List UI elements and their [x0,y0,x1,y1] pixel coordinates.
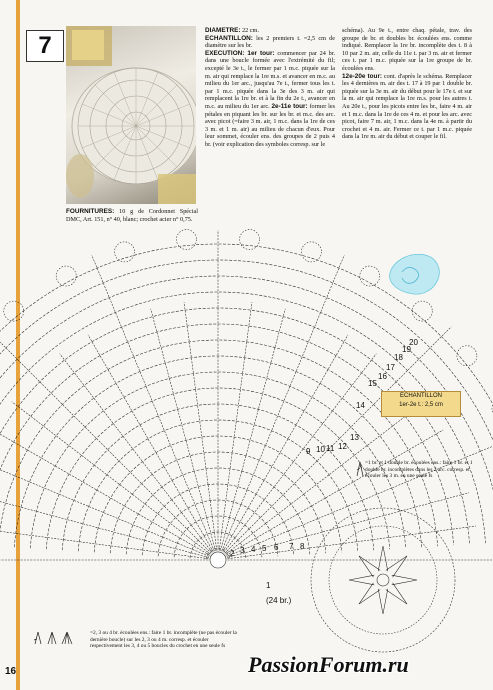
chart-scallop [412,301,432,321]
chart-spoke [0,327,218,560]
chart-spoke [0,526,218,560]
detail-petal [359,583,380,604]
row-number-18: 18 [394,353,403,362]
gauge-box-size: 1er-2e t.: 2,5 cm [399,402,443,408]
chart-spoke [0,430,218,560]
chart-spoke [218,255,344,560]
row-number-4: 4 [251,545,256,554]
detail-petal [378,589,388,614]
detail-petal [378,546,388,571]
execution-label: EXECUTION: 1er tour: [205,49,275,57]
chart-spoke [151,309,218,560]
chart-spoke [218,526,476,560]
gauge-text: les 2 premiers t. =2,5 cm de diamètre sur les br. [205,34,335,50]
watermark: PassionForum.ru [248,652,409,677]
row-number-9: 9 [306,447,311,456]
materials-label: FOURNITURES: [66,208,115,215]
chart-spoke [88,335,218,560]
row-number-1: 1 [266,581,271,590]
detail-center [377,574,389,586]
legend-text-bottom: =2, 3 ou 4 br. écoulées ens.: faire 1 br. incomplète (ne pas écouler la dernière boucle) sur les 2, 3 ou 4 m. corresp. et écouler respectivement les 3, 4 ou 5 boucles du crochet en une seule fs [90,630,237,649]
row-number-8: 8 [300,542,305,551]
row-number-19: 19 [402,345,411,354]
row-number-17: 17 [386,363,395,372]
row-number-11: 11 [326,444,335,453]
chart-spoke [218,493,469,560]
detail-outer-ring [311,508,455,652]
row-number-15: 15 [368,379,377,388]
chart-spoke [12,402,218,560]
chart-spoke [0,493,218,560]
chart-spoke [218,402,424,560]
rounds-12-20-label: 12e-20e tour: [342,72,383,80]
row-number-7: 7 [289,542,294,551]
chart-center-ring [210,552,226,568]
row-number-3: 3 [240,546,245,555]
row-number-14: 14 [356,401,365,410]
gauge-box [381,391,461,417]
detail-petal [386,556,407,577]
chart-spoke [218,354,376,560]
detail-petal [386,583,407,604]
chart-scallop [4,301,24,321]
detail-inner-ring [329,526,437,634]
row-number-5: 5 [262,544,267,553]
execution-text: commencer par 24 br. dans une boucle formée avec l'extrémité du fil; excepté le 3e t., le fermer par 1 m.c. piquée sur la m. air qui remplace la 1re m.s. et avancer en m.c. au milieu du 1er arc., jusqu'au 7e t., fermer tous les t. par 1 m.c. piquée dans la 3e des 3 m. air qui remplacent la 1re br. et à la fin du 2e t., avancer en m.c. au milieu du 1er arc. [205,49,335,110]
legend-symbol-bottom [34,632,72,644]
rounds-continued-text: schéma). Au 9e t., entre chaq. pétale, trav. des groupe de br. et doubles br. écoulées ens. comme indiqué. Remplacer la 1re br. incomplète des t. 8 à 10 par 2 m. air, celle du 11e t. par 3 m. air et fermer ces t. par 1 m.c. piquée sur la 1re groupe de br. écoulées ens. [342,27,472,72]
row-number-2: 2 [230,549,235,558]
chart-spoke [92,255,218,560]
chart-round [14,356,421,547]
detail-petal [349,575,374,585]
pattern-number: 7 [26,30,64,62]
page-number: 16 [5,666,17,677]
chart-round [0,324,454,545]
chart-round [62,404,373,550]
chart-round [0,292,485,543]
row-number-12: 12 [338,442,347,451]
row-number-10: 10 [316,445,325,454]
chart-scallop [301,242,321,262]
row-number-16: 16 [378,372,387,381]
detail-petal [359,556,380,577]
row-number-13: 13 [350,433,359,442]
chart-spoke [184,302,218,560]
rounds-2-11-text: former les pétales en piquant les br. sur les br. et m.c. des arc. avec picot (=faire 3 m. air, 1 m.c. dans la 1re de ces 3 m. et 1 m. air) au milieu de chacun d'eux. Pour leur sommet, écouler ens. des groupes de 2 puis 4 br. (voir explication des symboles corresp. sur le [205,102,335,148]
legend-symbol-right [357,462,363,476]
rounds-12-20-text: cont. d'après le schéma. Remplacer les 4 dernières m. air des t. 17 à 19 par 1 double br. piquée sur la 3e m. air du début pour le 17e t. et sur la m. air qui remplace la 1re m.s. pour les autres t. Au 20e t., pour les picots entre les br., faire 4 m. air et 1 m.c. dans la 1re de ces 4 m. et pour les arc. avec picot, faire 7 m. air, 1 m.c. dans la 4e m. à partir du crochet et 4 m. air. Fermer ce t. par 1 m.c. piquée dans la 1re m. air du début et couper le fil. [342,72,473,141]
chart-scallop [457,346,477,366]
materials-body: 10 g de Cordonnet Spécial DMC, Art. 151, n° 40, blanc; crochet acier n° 0,75. [66,208,198,223]
blue-marker-blob [390,254,440,294]
row-number-6: 6 [274,543,279,552]
row-number-20: 20 [409,338,418,347]
chart-spoke [218,434,493,560]
diameter-value: 22 cm. [240,27,259,34]
chart-spoke [218,327,451,560]
br-count-label: (24 br.) [266,596,292,605]
chart-spoke [60,354,218,560]
gauge-box-title: ECHANTILLON [399,393,442,399]
legend-text-right: =1 br. et 1 double br. écoulées ens.: faire 1 br. et 1 double br. incomplètes dans les 2 arc. corresp. et écouler les 3 m. en une seule fs [365,460,473,479]
chart-spoke [218,309,285,560]
detail-petal [392,575,417,585]
chart-scallop [115,242,135,262]
diameter-label: DIAMETRE: [205,27,241,34]
gauge-label: ECHANTILLON: [205,34,253,42]
rounds-2-11-label: 2e-11e tour: [271,102,308,110]
